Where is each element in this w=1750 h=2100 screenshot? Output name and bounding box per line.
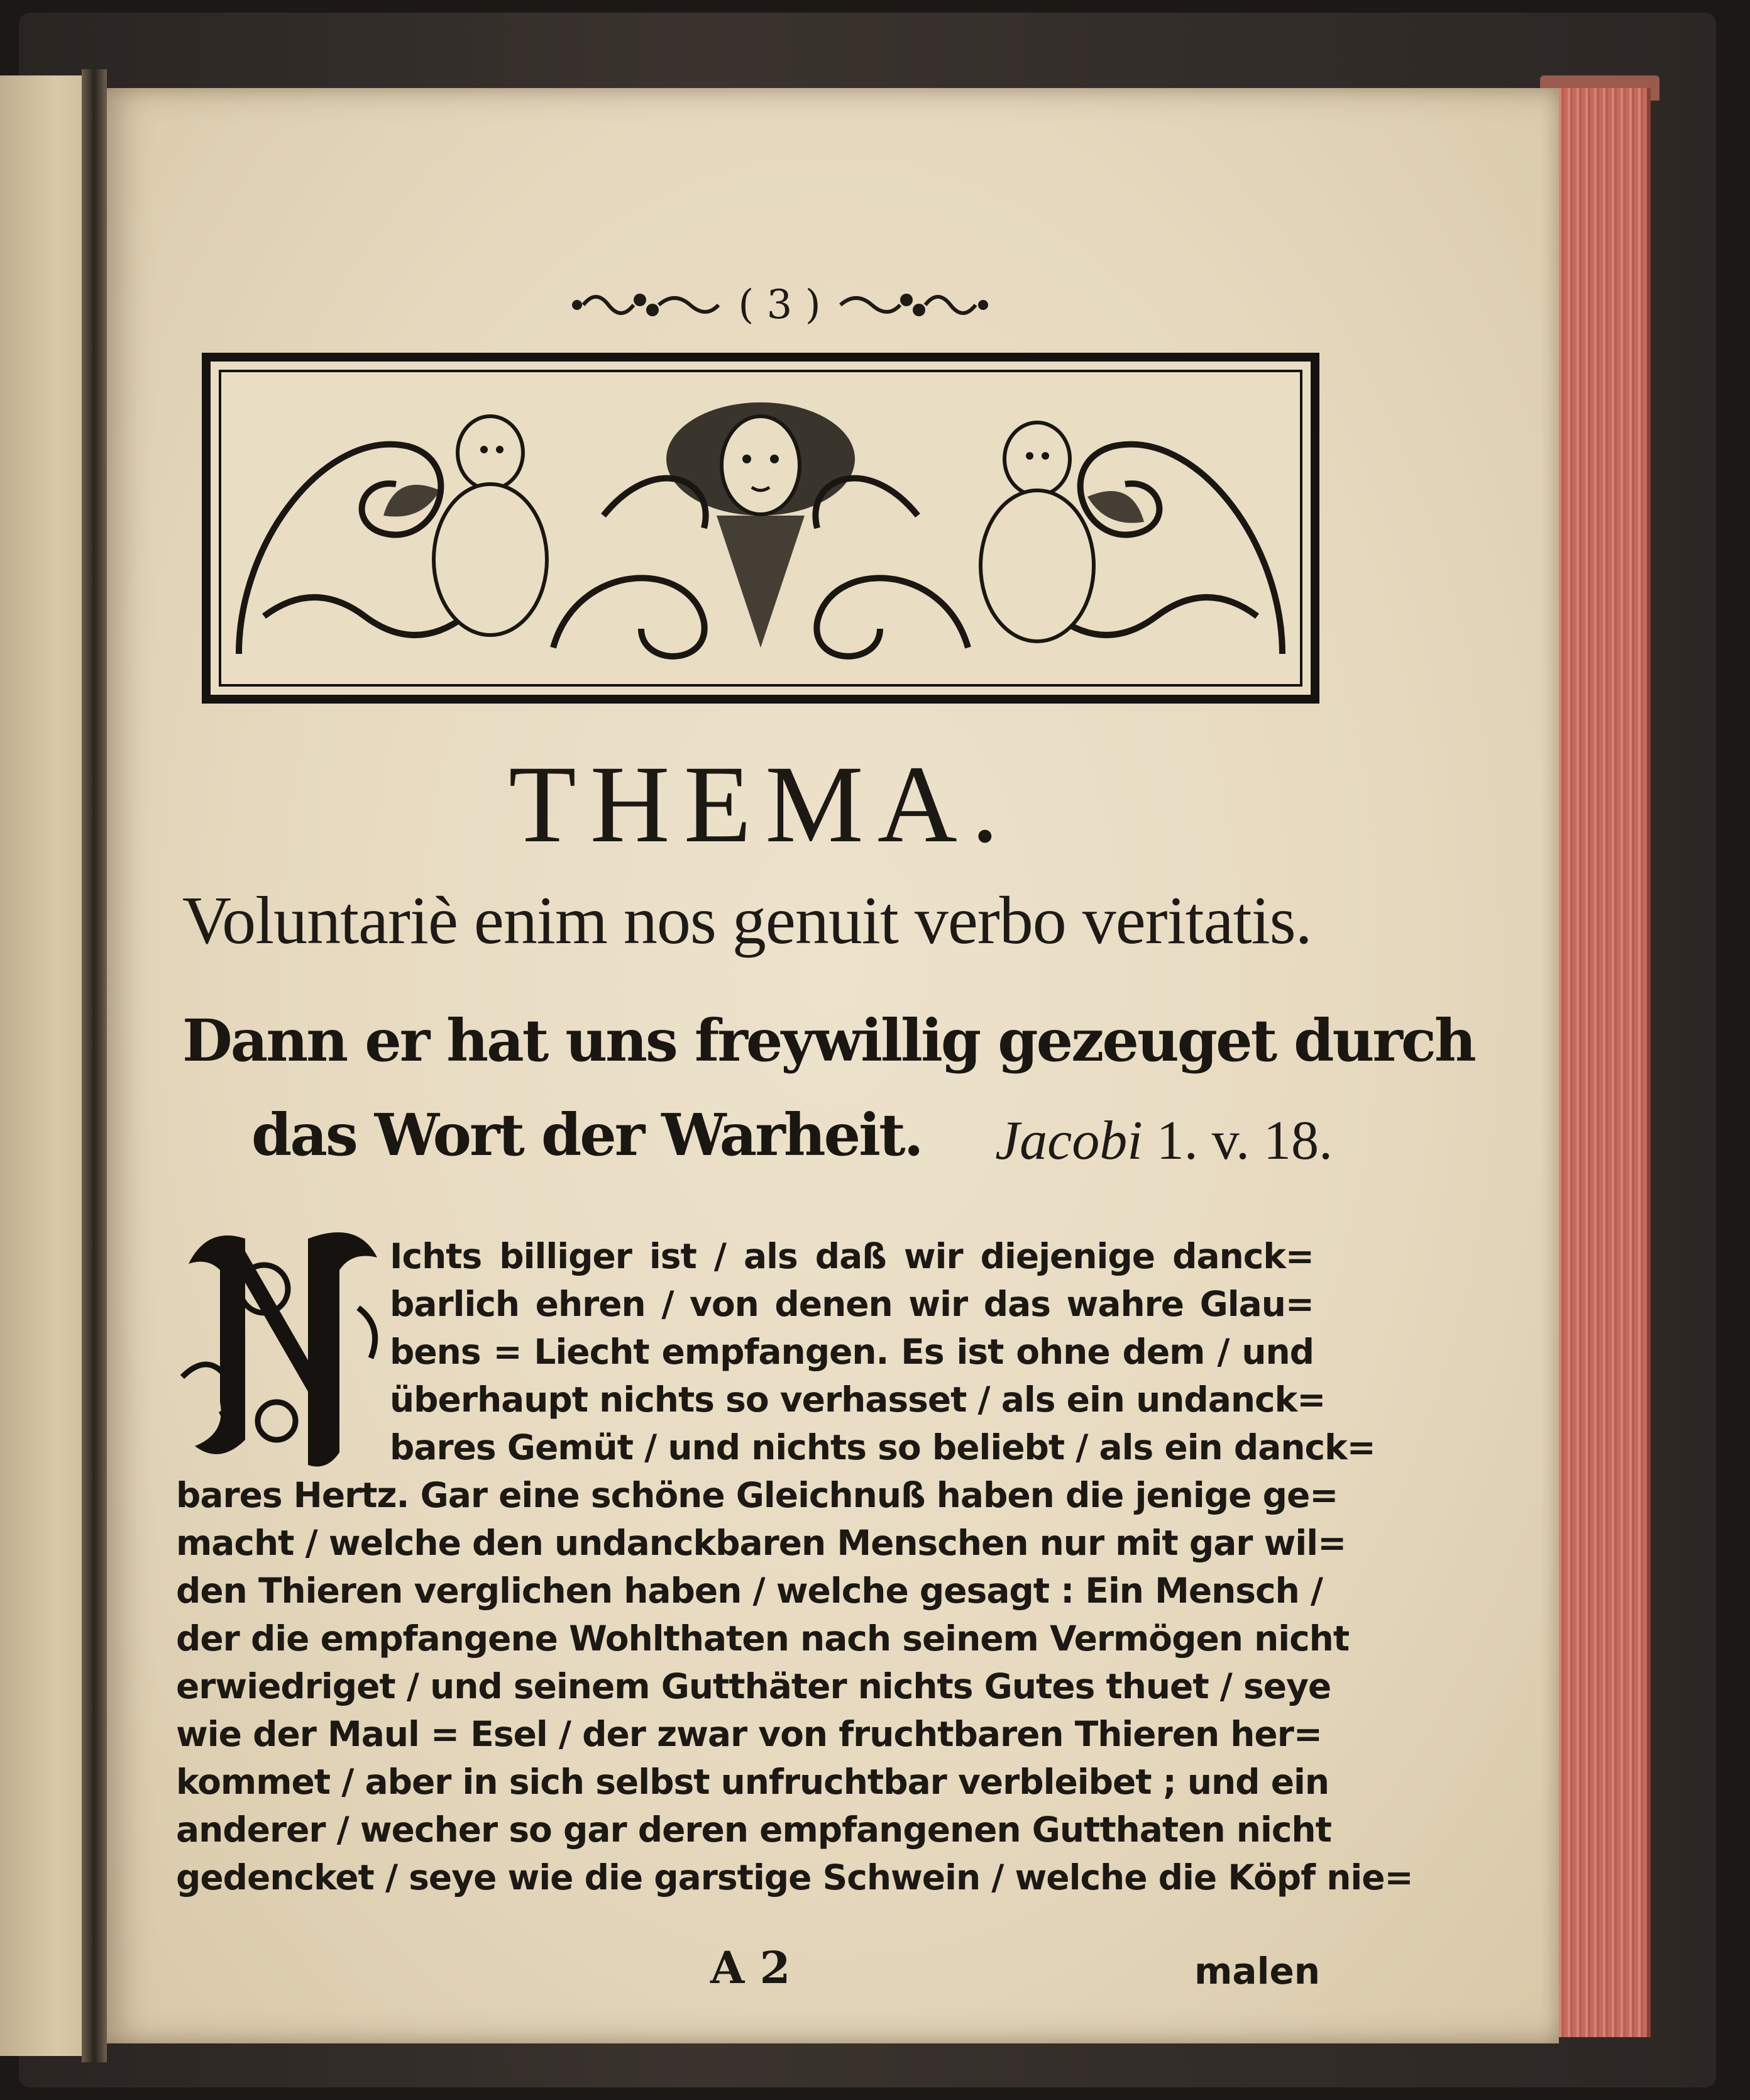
body-line: Ichts billiger ist / als daß wir diejenige danck= xyxy=(390,1236,1314,1276)
left-page-edge xyxy=(0,75,94,2056)
body-line: macht / welche den undanckbaren Menschen nur mit gar wil= xyxy=(176,1523,1346,1563)
bible-citation xyxy=(981,1100,1333,1182)
running-head xyxy=(553,270,1006,340)
body-line: erwiedriget / und seinem Gutthäter nichts Gutes thuet / seye xyxy=(176,1666,1331,1706)
body-line: kommet / aber in sich selbst unfruchtbar verbleibet ; und ein xyxy=(176,1762,1329,1802)
fleuron-right-icon xyxy=(837,286,994,324)
page-edges xyxy=(1546,88,1651,2037)
page-number: ( 3 ) xyxy=(738,282,821,328)
german-verse-line-2: das Wort der Warheit. xyxy=(251,1101,922,1169)
decorated-initial-n xyxy=(170,1213,396,1478)
fleuron-left-icon xyxy=(564,286,722,324)
body-line: gedencket / seye wie die garstige Schwein / welche die Köpf nie= xyxy=(176,1857,1413,1898)
ornamental-headpiece xyxy=(201,352,1320,704)
body-line: barlich ehren / von denen wir das wahre Glau= xyxy=(390,1284,1314,1324)
body-line: der die empfangene Wohlthaten nach seinem Vermögen nicht xyxy=(176,1618,1350,1659)
body-line: bens = Liecht empfangen. Es ist ohne dem / und xyxy=(390,1332,1314,1372)
body-line: den Thieren verglichen haben / welche gesagt : Ein Mensch / xyxy=(176,1571,1323,1611)
body-line: überhaupt nichts so verhasset / als ein undanck= xyxy=(390,1379,1326,1420)
book-gutter xyxy=(82,69,107,2062)
body-line: wie der Maul = Esel / der zwar von fruchtbaren Thieren her= xyxy=(176,1714,1322,1754)
citation-ref: 1. v. 18. xyxy=(1156,1110,1333,1171)
german-verse-line-1: Dann er hat uns freywillig gezeuget durch xyxy=(182,1007,1475,1075)
catchword: malen xyxy=(1194,1950,1321,1992)
citation-book: Jacobi xyxy=(995,1110,1143,1171)
body-line: bares Hertz. Gar eine schöne Gleichnuß haben die jenige ge= xyxy=(176,1475,1338,1515)
body-line: anderer / wecher so gar deren empfangenen Gutthaten nicht xyxy=(176,1810,1331,1850)
latin-verse: Voluntariè enim nos genuit verbo veritatis. xyxy=(182,883,1312,958)
page-title: THEMA. xyxy=(509,743,1013,866)
signature-mark: A 2 xyxy=(710,1942,791,1994)
body-line: bares Gemüt / und nichts so beliebt / als ein danck= xyxy=(390,1427,1375,1467)
